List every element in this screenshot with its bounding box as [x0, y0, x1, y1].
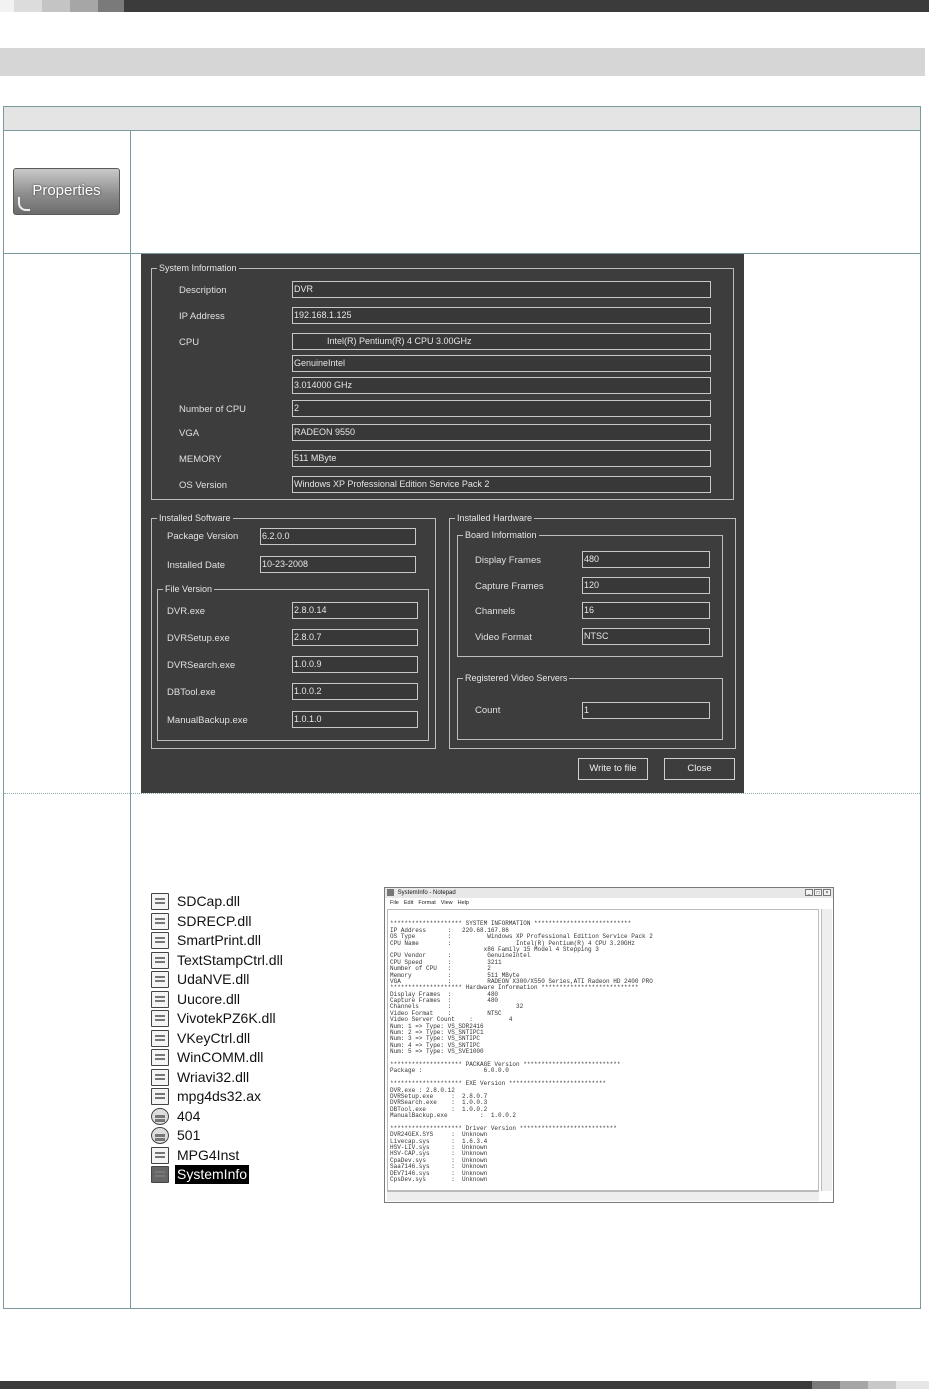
text-line: DVR.exe : 2.8.0.12: [390, 1086, 455, 1094]
system-info-field[interactable]: 2: [292, 400, 711, 417]
system-info-label: VGA: [179, 428, 200, 439]
text-line: x86 Family 15 Model 4 Stepping 3: [390, 945, 599, 953]
application-icon: [151, 1166, 169, 1183]
notepad-title: SystemInfo - Notepad: [397, 890, 456, 896]
text-line: Livecap.sys : 1.6.3.4: [390, 1137, 488, 1145]
text-line: HSV-CAP.sys : Unknown: [390, 1150, 488, 1158]
dll-file-icon: [151, 932, 169, 949]
text-line: Channels : 32: [390, 1003, 524, 1011]
text-line: IP Address : 220.68.167.86: [390, 926, 509, 934]
board-info-field[interactable]: NTSC: [582, 628, 710, 645]
text-line: CPU Name : Intel(R) Pentium(R) 4 CPU 3.20GHz: [390, 939, 635, 947]
file-version-label: DBTool.exe: [167, 687, 216, 698]
file-item[interactable]: [151, 892, 351, 911]
text-line: CPU Vendor : GenuineIntel: [390, 952, 531, 960]
file-version-label: DVRSearch.exe: [167, 660, 236, 671]
text-line: HSV-LIV.sys : Unknown: [390, 1144, 488, 1152]
board-info-field[interactable]: 120: [582, 577, 710, 594]
notepad-menu-bar: [385, 899, 833, 907]
group-title: Board Information: [465, 530, 537, 540]
board-info-field[interactable]: 480: [582, 551, 710, 568]
file-name: mpg4ds32.ax: [177, 1088, 262, 1104]
group-title: Installed Software: [159, 513, 231, 523]
close-icon[interactable]: ×: [823, 889, 831, 896]
text-line: Num: 1 => Type: VS_SDR2416: [390, 1022, 484, 1030]
system-info-label: Number of CPU: [179, 404, 247, 415]
text-line: CPU Speed : 3211: [390, 958, 502, 966]
text-line: Capture Frames : 480: [390, 997, 499, 1005]
board-info-label: Video Format: [475, 632, 532, 643]
write-to-file-button[interactable]: Write to file: [578, 758, 648, 780]
file-item[interactable]: [151, 951, 351, 970]
system-info-field[interactable]: GenuineIntel: [292, 355, 711, 372]
properties-button-label: Properties: [32, 182, 101, 199]
text-line: Num: 4 => Type: VS_SNTIPC: [390, 1041, 481, 1049]
group-title: Installed Hardware: [457, 513, 533, 523]
text-line: CpsDev.sys : Unknown: [390, 1176, 488, 1184]
file-name: SystemInfo: [177, 1166, 248, 1182]
table-row-divider: [4, 793, 920, 794]
file-item[interactable]: [151, 1126, 351, 1145]
file-version-field[interactable]: 1.0.0.9: [292, 656, 418, 673]
file-item[interactable]: [151, 1087, 351, 1106]
gear-file-icon: [151, 1127, 169, 1144]
file-version-field[interactable]: 1.0.0.2: [292, 683, 418, 700]
system-info-field[interactable]: 3.014000 GHz: [292, 377, 711, 394]
menu-item[interactable]: View: [440, 900, 453, 906]
text-line: VGA : RADEON X300/X550 Series,ATI Radeon HD 2400 PRO: [390, 977, 653, 985]
file-name: TextStampCtrl.dll: [177, 951, 283, 968]
installer-icon: [151, 1147, 169, 1164]
table-header-row: [4, 107, 920, 131]
text-line: CpaDev.sys : Unknown: [390, 1156, 488, 1164]
dll-file-icon: [151, 1069, 169, 1086]
count-label: Count: [475, 705, 501, 716]
dll-file-icon: [151, 1049, 169, 1066]
text-line: Number of CPU : 2: [390, 965, 491, 973]
group-title: Registered Video Servers: [465, 673, 568, 683]
file-item[interactable]: [151, 1009, 351, 1028]
text-line: ManualBackup.exe : 1.0.0.2: [390, 1112, 517, 1120]
system-info-field[interactable]: RADEON 9550: [292, 424, 711, 441]
text-line: ******************** Hardware Information ***************************: [390, 984, 639, 992]
table-column-divider: [130, 130, 131, 1309]
text-line: ******************** EXE Version ***************************: [390, 1080, 607, 1088]
close-button[interactable]: Close: [664, 758, 735, 780]
file-item[interactable]: [151, 912, 351, 931]
section-title-bar: [0, 48, 925, 76]
file-name: SDRECP.dll: [177, 912, 252, 929]
text-line: Num: 2 => Type: VS_SNTIPC1: [390, 1029, 484, 1037]
gear-file-icon: [151, 1108, 169, 1125]
dll-file-icon: [151, 1030, 169, 1047]
system-info-field[interactable]: DVR: [292, 281, 711, 298]
menu-item[interactable]: Format: [418, 900, 436, 906]
text-line: Num: 5 => Type: VS_SVE1000: [390, 1048, 484, 1056]
file-name: VivotekPZ6K.dll: [177, 1010, 276, 1026]
file-name: MPG4Inst: [177, 1146, 240, 1163]
system-info-field[interactable]: 511 MByte: [292, 450, 711, 467]
dll-file-icon: [151, 893, 169, 910]
header-banner: [0, 0, 929, 12]
file-version-label: DVRSetup.exe: [167, 633, 230, 644]
text-line: DVR24GEX.SYS : Unknown: [390, 1131, 488, 1139]
text-line: ******************** Driver Version ***************************: [390, 1124, 617, 1132]
button-corner-icon: [18, 197, 30, 211]
dll-file-icon: [151, 913, 169, 930]
text-line: OS Type : Windows XP Professional Edition Service Pack 2: [390, 933, 653, 941]
file-item[interactable]: [151, 1029, 351, 1048]
text-line: DEV7146.sys : Unknown: [390, 1169, 488, 1177]
file-item[interactable]: [151, 1048, 351, 1067]
system-info-label: Description: [179, 285, 227, 296]
file-name: SDCap.dll: [177, 893, 241, 909]
text-line: Display Frames : 480: [390, 990, 499, 998]
notepad-window: [384, 887, 834, 1203]
board-info-label: Display Frames: [475, 555, 541, 566]
notepad-text-area[interactable]: [387, 909, 819, 1191]
text-line: DVRSearch.exe : 1.0.0.3: [390, 1099, 488, 1107]
text-line: Video Server Count : 4: [390, 1016, 513, 1024]
system-info-label: IP Address: [179, 311, 225, 322]
file-item[interactable]: [151, 1165, 351, 1184]
board-info-label: Capture Frames: [475, 581, 544, 592]
file-name: UdaNVE.dll: [177, 971, 250, 987]
file-version-field[interactable]: 2.8.0.14: [292, 602, 418, 619]
file-name: WinCOMM.dll: [177, 1049, 264, 1065]
ax-file-icon: [151, 1088, 169, 1105]
board-info-field[interactable]: 16: [582, 602, 710, 619]
notepad-app-icon: [387, 889, 394, 896]
text-line: DVRSetup.exe : 2.8.0.7: [390, 1092, 488, 1100]
text-line: Video Format : NTSC: [390, 1009, 502, 1017]
file-version-label: DVR.exe: [167, 606, 206, 617]
file-version-field[interactable]: 2.8.0.7: [292, 629, 418, 646]
package-version-field[interactable]: 6.2.0.0: [260, 528, 416, 545]
text-line: ******************** PACKAGE Version ***************************: [390, 1060, 621, 1068]
system-info-label: CPU: [179, 337, 200, 348]
file-name: 501: [177, 1127, 201, 1143]
footer-banner: [0, 1381, 929, 1389]
dll-file-icon: [151, 952, 169, 969]
file-item[interactable]: [151, 1107, 351, 1126]
count-field[interactable]: 1: [582, 702, 710, 719]
file-version-label: ManualBackup.exe: [167, 715, 248, 726]
system-info-label: OS Version: [179, 480, 228, 491]
file-version-field[interactable]: 1.0.1.0: [292, 711, 418, 728]
file-name: VKeyCtrl.dll: [177, 1029, 251, 1046]
horizontal-scrollbar[interactable]: [387, 1191, 819, 1201]
board-info-label: Channels: [475, 606, 516, 617]
group-title: System Information: [159, 263, 237, 273]
system-info-label: MEMORY: [179, 454, 222, 465]
system-info-field[interactable]: Intel(R) Pentium(R) 4 CPU 3.00GHz: [292, 333, 711, 350]
file-item[interactable]: [151, 1068, 351, 1087]
system-info-field[interactable]: 192.168.1.125: [292, 307, 711, 324]
file-name: SmartPrint.dll: [177, 932, 262, 948]
file-name: Wriavi32.dll: [177, 1068, 250, 1085]
minimize-icon[interactable]: _: [805, 889, 813, 896]
file-name: 404: [177, 1107, 201, 1124]
menu-item[interactable]: File: [390, 900, 399, 906]
text-line: Memory : 511 MByte: [390, 971, 520, 979]
text-line: Saa7146.sys : Unknown: [390, 1163, 488, 1171]
dll-file-icon: [151, 991, 169, 1008]
system-info-field[interactable]: Windows XP Professional Edition Service Pack 2: [292, 476, 711, 493]
dll-file-icon: [151, 1010, 169, 1027]
text-line: ******************** SYSTEM INFORMATION ***************************: [390, 920, 632, 928]
system-info-dialog: [141, 254, 744, 793]
properties-button[interactable]: [13, 168, 120, 215]
notepad-title-bar: [385, 888, 833, 898]
file-item[interactable]: [151, 970, 351, 989]
text-line: Package : 6.0.0.0: [390, 1067, 509, 1075]
vertical-scrollbar[interactable]: [821, 909, 832, 1191]
text-line: Num: 3 => Type: VS_SNTIPC: [390, 1035, 481, 1043]
file-item[interactable]: [151, 990, 351, 1009]
maximize-icon[interactable]: □: [814, 889, 822, 896]
menu-item[interactable]: Help: [457, 900, 469, 906]
file-item[interactable]: [151, 931, 351, 950]
menu-item[interactable]: Edit: [403, 900, 414, 906]
group-title: File Version: [165, 584, 213, 594]
installed-date-label: Installed Date: [167, 560, 226, 571]
dll-file-icon: [151, 971, 169, 988]
file-name: Uucore.dll: [177, 990, 241, 1007]
installed-date-field[interactable]: 10-23-2008: [260, 556, 416, 573]
package-version-label: Package Version: [167, 531, 239, 542]
text-line: DBTool.exe : 1.0.0.2: [390, 1105, 488, 1113]
file-item[interactable]: [151, 1146, 351, 1165]
